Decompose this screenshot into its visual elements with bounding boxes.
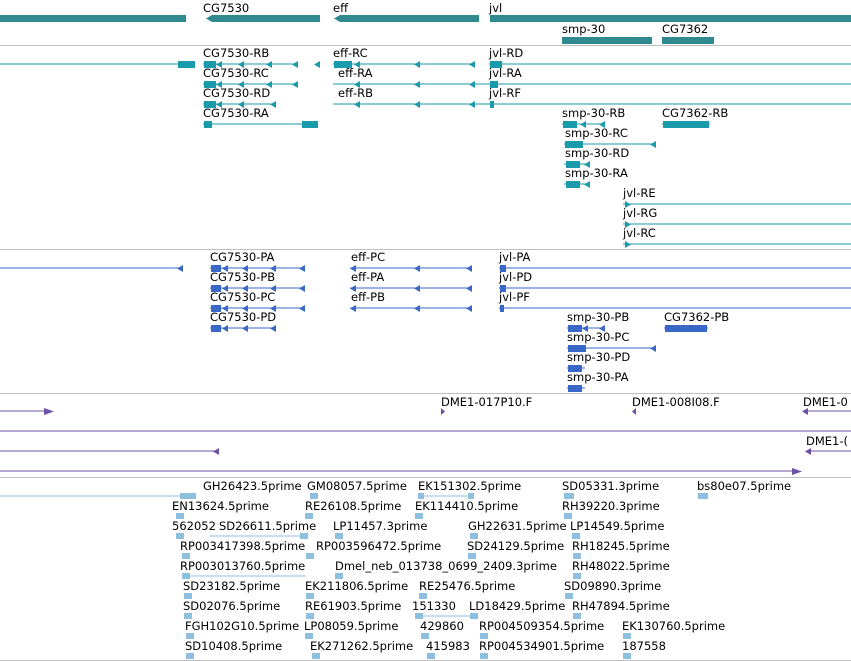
transcript-label[interactable]: smp-30-RB [562,106,626,120]
protein-label[interactable]: eff-PB [351,290,385,304]
transcript-label[interactable]: jvl-RE [623,186,656,200]
gene-label[interactable]: jvl [489,1,503,15]
est-label[interactable]: EK211806.5prime [305,579,409,593]
protein-label[interactable]: smp-30-PA [567,370,629,384]
bac-label[interactable]: DME1-017P10.F [441,395,533,409]
protein-label[interactable]: jvl-PA [499,250,531,264]
transcript-label[interactable]: jvl-RD [489,46,524,60]
est-label[interactable]: GM08057.5prime [307,479,407,493]
est-label[interactable]: bs80e07.5prime [697,479,792,493]
gene-label[interactable]: smp-30 [562,22,606,36]
protein-label[interactable]: eff-PC [351,250,386,264]
transcript-label[interactable]: smp-30-RD [565,146,630,160]
gene-label[interactable]: eff [333,1,348,15]
est-label[interactable]: RE61903.5prime [305,599,402,613]
est-block [306,553,314,559]
est-label[interactable]: SD05331.3prime [562,479,660,493]
protein-label[interactable]: eff-PA [351,270,385,284]
est-label[interactable]: RE25476.5prime [419,579,516,593]
est-label[interactable]: Dmel_neb_013738_0699_2409.3prime [335,559,557,573]
protein-label[interactable]: smp-30-PC [567,330,630,344]
est-label[interactable]: RP004534901.5prime [479,639,605,653]
bac-label[interactable]: DME1-008I08.F [632,395,720,409]
protein-label[interactable]: smp-30-PD [567,350,631,364]
est-block [470,613,478,619]
est-label[interactable]: 187558 [622,639,666,653]
est-label[interactable]: EK130760.5prime [622,619,726,633]
protein-label[interactable]: jvl-PF [499,290,530,304]
est-label[interactable]: RH47894.5prime [572,599,670,613]
est-label[interactable]: FGH102G10.5prime [185,619,300,633]
est-label[interactable]: GH26423.5prime [203,479,302,493]
bac-label[interactable]: DME1-0 [803,395,848,409]
est-label[interactable]: RP003417398.5prime [180,539,306,553]
protein-label[interactable]: CG7530-PC [210,290,276,304]
transcript-label[interactable]: CG7362-RB [662,106,729,120]
est-label[interactable]: 562052 [172,519,216,533]
gene-label[interactable]: CG7362 [662,22,709,36]
est-label[interactable]: 151330 [412,599,456,613]
est-label[interactable]: SD02076.5prime [183,599,281,613]
protein-label[interactable]: smp-30-PB [567,310,630,324]
transcript-label[interactable]: eff-RC [333,46,368,60]
est-label[interactable]: EK151302.5prime [418,479,522,493]
transcript-label[interactable]: eff-RB [338,86,374,100]
est-label[interactable]: SD26611.5prime [219,519,317,533]
est-label[interactable]: SD09890.3prime [564,579,662,593]
est-label[interactable]: GH22631.5prime [468,519,567,533]
transcript-label[interactable]: CG7530-RD [203,86,271,100]
est-label[interactable]: SD24129.5prime [467,539,565,553]
transcript-label[interactable]: jvl-RA [489,66,522,80]
transcript-label[interactable]: jvl-RG [623,206,658,220]
transcript-label[interactable]: eff-RA [338,66,373,80]
est-label[interactable]: RP003013760.5prime [180,559,306,573]
transcript-label[interactable]: jvl-RF [489,86,521,100]
est-label[interactable]: LP08059.5prime [304,619,399,633]
protein-label[interactable]: CG7530-PB [210,270,276,284]
est-block [312,653,320,659]
protein-label[interactable]: CG7530-PA [210,250,275,264]
transcript-label[interactable]: CG7530-RA [203,106,269,120]
transcript-label[interactable]: CG7530-RC [203,66,269,80]
est-label[interactable]: 429860 [420,619,464,633]
transcript-label[interactable]: smp-30-RA [565,166,628,180]
est-block [480,653,488,659]
est-label[interactable]: RH48022.5prime [572,559,670,573]
est-label[interactable]: LP11457.3prime [333,519,428,533]
transcript-label[interactable]: CG7530-RB [203,46,270,60]
est-block [698,493,708,499]
est-label[interactable]: 415983 [426,639,470,653]
gene-label[interactable]: CG7530 [203,1,250,15]
est-label[interactable]: RP003596472.5prime [316,539,442,553]
bac-label[interactable]: DME1-( [806,434,848,448]
protein-label[interactable]: jvl-PD [499,270,533,284]
est-label[interactable]: RE26108.5prime [305,499,402,513]
protein-label[interactable]: CG7530-PD [210,310,277,324]
est-block [186,653,194,659]
transcript-label[interactable]: jvl-RC [623,226,656,240]
est-label[interactable]: LD18429.5prime [469,599,566,613]
est-label[interactable]: RP004509354.5prime [479,619,605,633]
est-label[interactable]: RH18245.5prime [572,539,670,553]
est-label[interactable]: RH39220.3prime [562,499,660,513]
transcript-label[interactable]: smp-30-RC [565,126,628,140]
protein-label[interactable]: CG7362-PB [664,310,730,324]
est-label[interactable]: EK114410.5prime [415,499,519,513]
est-label[interactable]: SD10408.5prime [185,639,283,653]
est-label[interactable]: EN13624.5prime [172,499,269,513]
est-block [427,653,435,659]
est-label[interactable]: SD23182.5prime [183,579,281,593]
est-label[interactable]: EK271262.5prime [310,639,414,653]
est-label[interactable]: LP14549.5prime [570,519,665,533]
est-block [623,653,631,659]
